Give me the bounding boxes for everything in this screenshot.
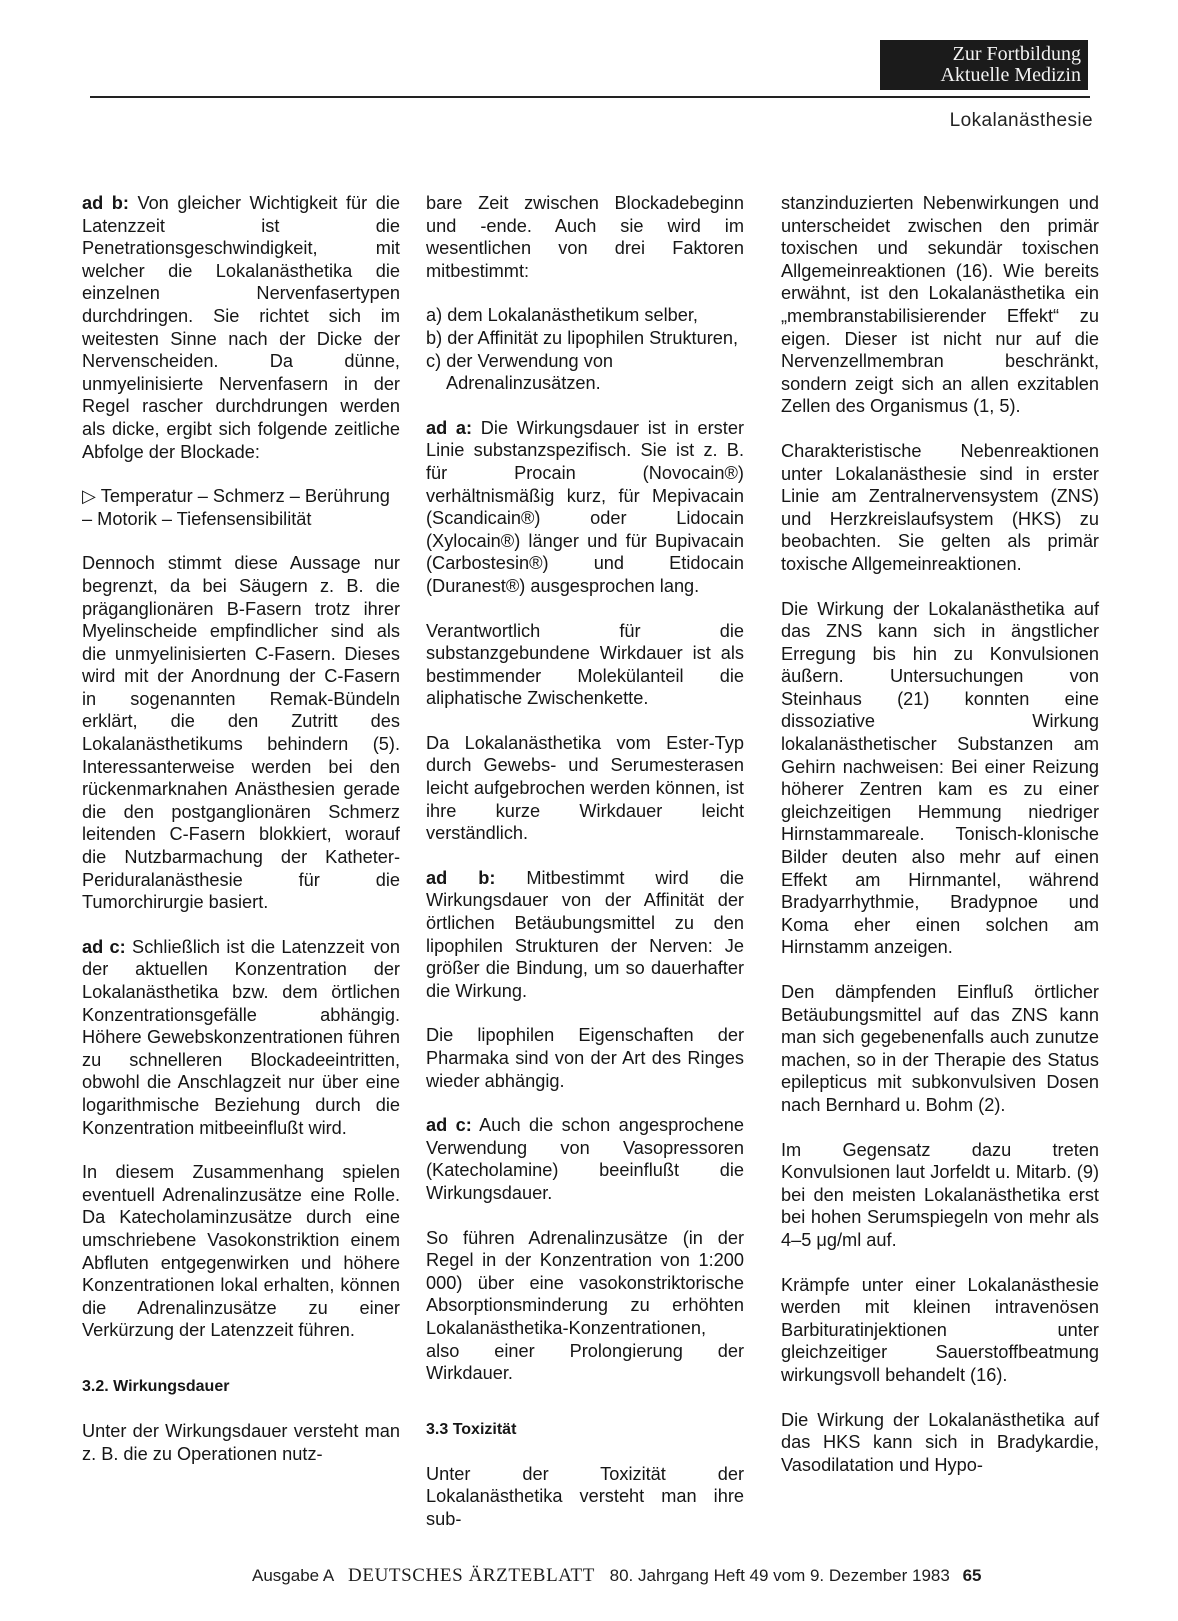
- page-footer: [252, 1565, 1088, 1587]
- paragraph-text: Die Wirkungsdauer ist in erster Linie substanzspezifisch. Sie ist z. B. für Procain (Novocain®) verhältnismäßig kurz, für Mepivacain (Scandicain®) oder Lidocain (Xylocain®) länger und für Bupivacain (Carbostesin®) und Etidocain (Duranest®) ausgesprochen lang.: [426, 417, 744, 596]
- arrow-icon: ▷: [82, 486, 96, 507]
- paragraph: [426, 867, 744, 1003]
- section-heading: 3.2. Wirkungsdauer: [82, 1377, 230, 1395]
- issue-info: 80. Jahrgang Heft 49 vom 9. Dezember 1983: [609, 1566, 950, 1585]
- paragraph-lead: ad c:: [82, 936, 126, 957]
- journal-name: DEUTSCHES ÄRZTEBLATT: [348, 1565, 595, 1586]
- paragraph: Den dämpfenden Einfluß örtlicher Betäubungsmittel auf das ZNS kann man sich gegebenenfalls auch zunutze machen, so in der Therapie des Status epilepticus mit subkonvulsiven Dosen nach Bernhard u. Bohm (2).: [781, 982, 1099, 1115]
- paragraph: stanzinduzierten Nebenwirkungen und unterscheidet zwischen den primär toxischen und sekundär toxischen Allgemeinreaktionen (16). Wie bereits erwähnt, ist den Lokalanästhetika ein „membranstabilisierender Effekt“ zu eigen. Dieser ist nicht nur auf die Nervenzellmembran beschränkt, sondern zeigt sich an allen exzitablen Zellen des Organismus (1, 5).: [781, 193, 1099, 417]
- list-item: c) der Verwendung von Adrenalinzusätzen.: [426, 350, 614, 394]
- paragraph-text: Auch die schon angesprochene Verwendung von Vasopressoren (Katecholamine) beeinflußt die Wirkungsdauer.: [426, 1115, 744, 1203]
- paragraph: Die lipophilen Eigenschaften der Pharmaka sind von der Art des Ringes wieder abhängig.: [426, 1025, 744, 1091]
- list-item: b) der Affinität zu lipophilen Strukturen,: [426, 327, 739, 348]
- rubric-line-2: Aktuelle Medizin: [940, 64, 1081, 86]
- text-column-1: [82, 192, 400, 1487]
- paragraph: Unter der Wirkungsdauer versteht man z. B. die zu Operationen nutz-: [82, 1420, 400, 1464]
- paragraph-lead: ad a:: [426, 417, 473, 438]
- paragraph: Die Wirkung der Lokalanästhetika auf das HKS kann sich in Bradykardie, Vasodilatation und Hypo-: [781, 1409, 1099, 1475]
- edition-label: Ausgabe A: [252, 1566, 334, 1585]
- page-number: 65: [962, 1566, 982, 1585]
- paragraph-lead: ad b:: [82, 193, 129, 213]
- sequence-text: Temperatur – Schmerz – Berührung – Motorik – Tiefensensibilität: [82, 486, 390, 529]
- text-column-3: [781, 192, 1099, 1498]
- paragraph: Da Lokalanästhetika vom Ester-Typ durch Gewebs- und Serumesterasen leicht aufgebrochen werden können, ist ihre kurze Wirkdauer leicht verständlich.: [426, 732, 744, 844]
- paragraph-text: Mitbestimmt wird die Wirkungsdauer von der Affinität der örtlichen Betäubungsmittel zu den lipophilen Strukturen der Nerven: Je größer die Bindung, um so dauerhafter die Wirkung.: [426, 867, 744, 1001]
- paragraph: bare Zeit zwischen Blockadebeginn und -ende. Auch sie wird im wesentlichen von drei Faktoren mitbestimmt:: [426, 193, 744, 281]
- paragraph: [82, 936, 400, 1139]
- paragraph: [82, 192, 400, 463]
- text-column-2: [426, 192, 744, 1553]
- paragraph: So führen Adrenalinzusätze (in der Regel in der Konzentration von 1:200 000) über eine vasokonstriktorische Absorptionsminderung zu erhöhten Lokalanästhetika-Konzentrationen, also einer Prolongierung der Wirkdauer.: [426, 1227, 744, 1384]
- rubric-line-1: Zur Fortbildung: [952, 43, 1081, 65]
- paragraph: Verantwortlich für die substanzgebundene Wirkdauer ist als bestimmender Molekülanteil die aliphatische Zwischenkette.: [426, 620, 744, 709]
- paragraph: [426, 1114, 744, 1204]
- paragraph: Dennoch stimmt diese Aussage nur begrenzt, da bei Säugern z. B. die präganglionären B-Fasern trotz ihrer Myelinscheide empfindlicher sind als die unmyelinisierten C-Fasern. Dieses wird mit der Anordnung der C-Fasern in sogenannten Remak-Bündeln erklärt, die den Zutritt des Lokalanästhetikums behindern (5). Interessanterweise werden bei den rückenmarknahen Anästhesien gerade die den postganglionären Schmerz leitenden C-Fasern blokkiert, worauf die Nutzbarmachung der Katheter-Periduralanästhesie für die Tumorchirurgie basiert.: [82, 553, 400, 913]
- paragraph-text: Von gleicher Wichtigkeit für die Latenzzeit ist die Penetrationsgeschwindigkeit, mit welcher die Lokalanästhetika die einzelnen Nervenfasertypen durchdringen. Sie richtet sich im weitesten Sinne nach der Dicke der Nervenscheiden. Da dünne, unmyelinisierte Nervenfasern in der Regel rascher durchdrungen werden als dicke, ergibt sich folgende zeitliche Abfolge der Blockade:: [82, 193, 400, 462]
- paragraph: Charakteristische Nebenreaktionen unter Lokalanästhesie sind in erster Linie am Zentralnervensystem (ZNS) und Herzkreislaufsystem (HKS) zu beobachten. Sie gelten als primär toxische Allgemeinreaktionen.: [781, 440, 1099, 574]
- header-rule: [90, 96, 1090, 98]
- paragraph: Krämpfe unter einer Lokalanästhesie werden mit kleinen intravenösen Barbituratinjektionen unter gleichzeitiger Sauerstoffbeatmung wirkungsvoll behandelt (16).: [781, 1274, 1099, 1385]
- section-title: Lokalanästhesie: [949, 110, 1093, 131]
- section-heading: 3.3 Toxizität: [426, 1420, 517, 1438]
- paragraph-lead: ad c:: [426, 1115, 472, 1136]
- rubric-badge: [880, 40, 1088, 90]
- factor-list: [426, 304, 744, 394]
- paragraph: [426, 417, 744, 598]
- paragraph: Im Gegensatz dazu treten Konvulsionen laut Jorfeldt u. Mitarb. (9) bei den meisten Lokalanästhetika erst bei hohen Serumspiegeln von mehr als 4–5 μg/ml auf.: [781, 1139, 1099, 1250]
- paragraph: Die Wirkung der Lokalanästhetika auf das ZNS kann sich in ängstlicher Erregung bis hin zu Konvulsionen äußern. Untersuchungen von Steinhaus (21) konnten eine dissoziative Wirkung lokalanästhetischer Substanzen am Gehirn nachweisen: Bei einer Reizung höherer Zentren kam es zu einer gleichzeitigen Hemmung niedriger Hirnstammareale. Tonisch-klonische Bilder deuten also mehr auf einen Effekt am Hirnmantel, während Bradyarrhythmie, Bradypnoe und Koma eher einen solchen am Hirnstamm anzeigen.: [781, 598, 1099, 958]
- paragraph: In diesem Zusammenhang spielen eventuell Adrenalinzusätze eine Rolle. Da Katecholaminzusätze durch eine umschriebene Vasokonstriktion einem Abfluten entgegenwirken und höhere Konzentrationen lokal erhalten, können die Adrenalinzusätze zu einer Verkürzung der Latenzzeit führen.: [82, 1162, 400, 1341]
- paragraph: Unter der Toxizität der Lokalanästhetika versteht man ihre sub-: [426, 1463, 744, 1529]
- paragraph-lead: ad b:: [426, 867, 496, 888]
- sequence-line: [82, 485, 400, 530]
- paragraph-text: Schließlich ist die Latenzzeit von der aktuellen Konzentration der Lokalanästhetika bzw. dem örtlichen Konzentrationsgefälle abhängig. Höhere Gewebskonzentrationen führen zu schnelleren Blockadeeintritten, obwohl die Anschlagzeit nur über eine logarithmische Beziehung durch die Konzentration mitbeeinflußt wird.: [82, 936, 400, 1138]
- list-item: a) dem Lokalanästhetikum selber,: [426, 305, 698, 326]
